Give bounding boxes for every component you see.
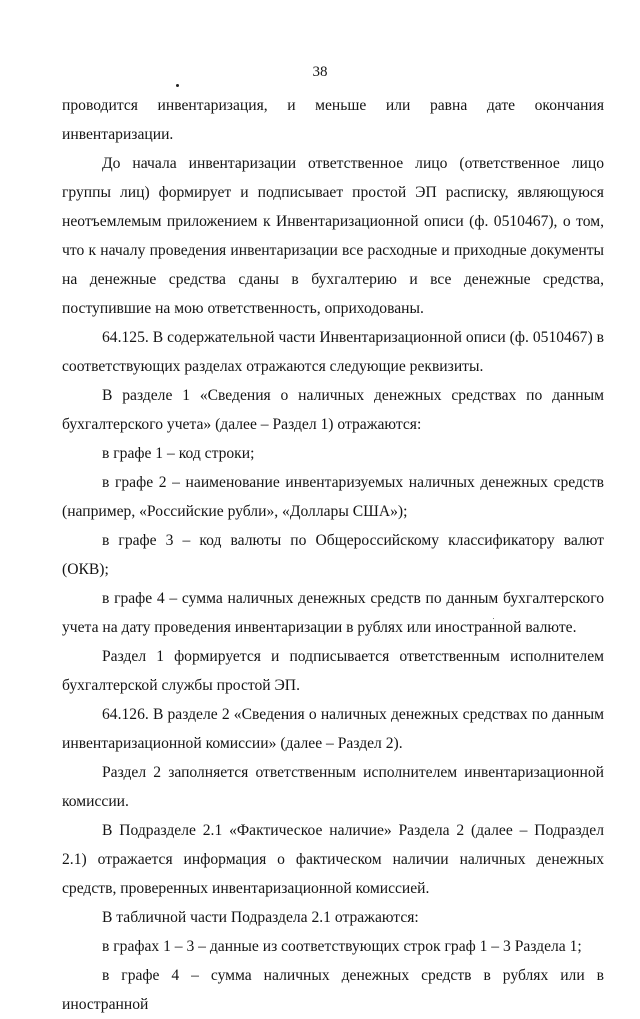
scan-artifact-dot bbox=[176, 84, 179, 87]
page-number: 38 bbox=[312, 64, 328, 80]
paragraph-continuation: проводится инвентаризация, и меньше или равна дате окончания инвентаризации. bbox=[62, 97, 604, 143]
paragraph-subsection-2-1: В Подразделе 2.1 «Фактическое наличие» Раздела 2 (далее – Подраздел 2.1) отражается информация о фактическом наличии наличных денежных средств, проверенных инвентаризационной комиссией. bbox=[62, 822, 604, 897]
paragraph-64-125: 64.125. В содержательной части Инвентаризационной описи (ф. 0510467) в соответствующих разделах отражаются следующие реквизиты. bbox=[62, 329, 604, 375]
paragraph-table-part: В табличной части Подраздела 2.1 отражаются: bbox=[102, 909, 419, 926]
paragraph-section-1-signing: Раздел 1 формируется и подписывается ответственным исполнителем бухгалтерской службы простой ЭП. bbox=[62, 648, 604, 694]
paragraph-column-4: в графе 4 – сумма наличных денежных средств по данным бухгалтерского учета на дату проведения инвентаризации в рублях или иностранной валюте. bbox=[62, 590, 604, 636]
paragraph-column-3: в графе 3 – код валюты по Общероссийскому классификатору валют (ОКВ); bbox=[62, 532, 604, 578]
paragraph-section-1: В разделе 1 «Сведения о наличных денежных средствах по данным бухгалтерского учета» (далее – Раздел 1) отражаются: bbox=[62, 387, 604, 433]
paragraph-section-2-filling: Раздел 2 заполняется ответственным исполнителем инвентаризационной комиссии. bbox=[62, 764, 604, 810]
paragraph-column-1: в графе 1 – код строки; bbox=[102, 445, 255, 462]
document-body bbox=[62, 91, 604, 1019]
paragraph-column-2: в графе 2 – наименование инвентаризуемых наличных денежных средств (например, «Российские рубли», «Доллары США»); bbox=[62, 474, 604, 520]
paragraph-64-126: 64.126. В разделе 2 «Сведения о наличных денежных средствах по данным инвентаризационной комиссии» (далее – Раздел 2). bbox=[62, 706, 604, 752]
paragraph-columns-1-3: в графах 1 – 3 – данные из соответствующих строк граф 1 – 3 Раздела 1; bbox=[102, 938, 582, 955]
paragraph-receipt: До начала инвентаризации ответственное лицо (ответственное лицо группы лиц) формирует и подписывает простой ЭП расписку, являющуюся неотъемлемым приложением к Инвентаризационной описи (ф. 0510467), о том, что к началу проведения инвентаризации все расходные и приходные документы на денежные средства сданы в бухгалтерию и все денежные средства, поступившие на мою ответственность, оприходованы. bbox=[62, 155, 604, 317]
paragraph-column-4-amount: в графе 4 – сумма наличных денежных средств в рублях или в иностранной bbox=[62, 967, 604, 1013]
